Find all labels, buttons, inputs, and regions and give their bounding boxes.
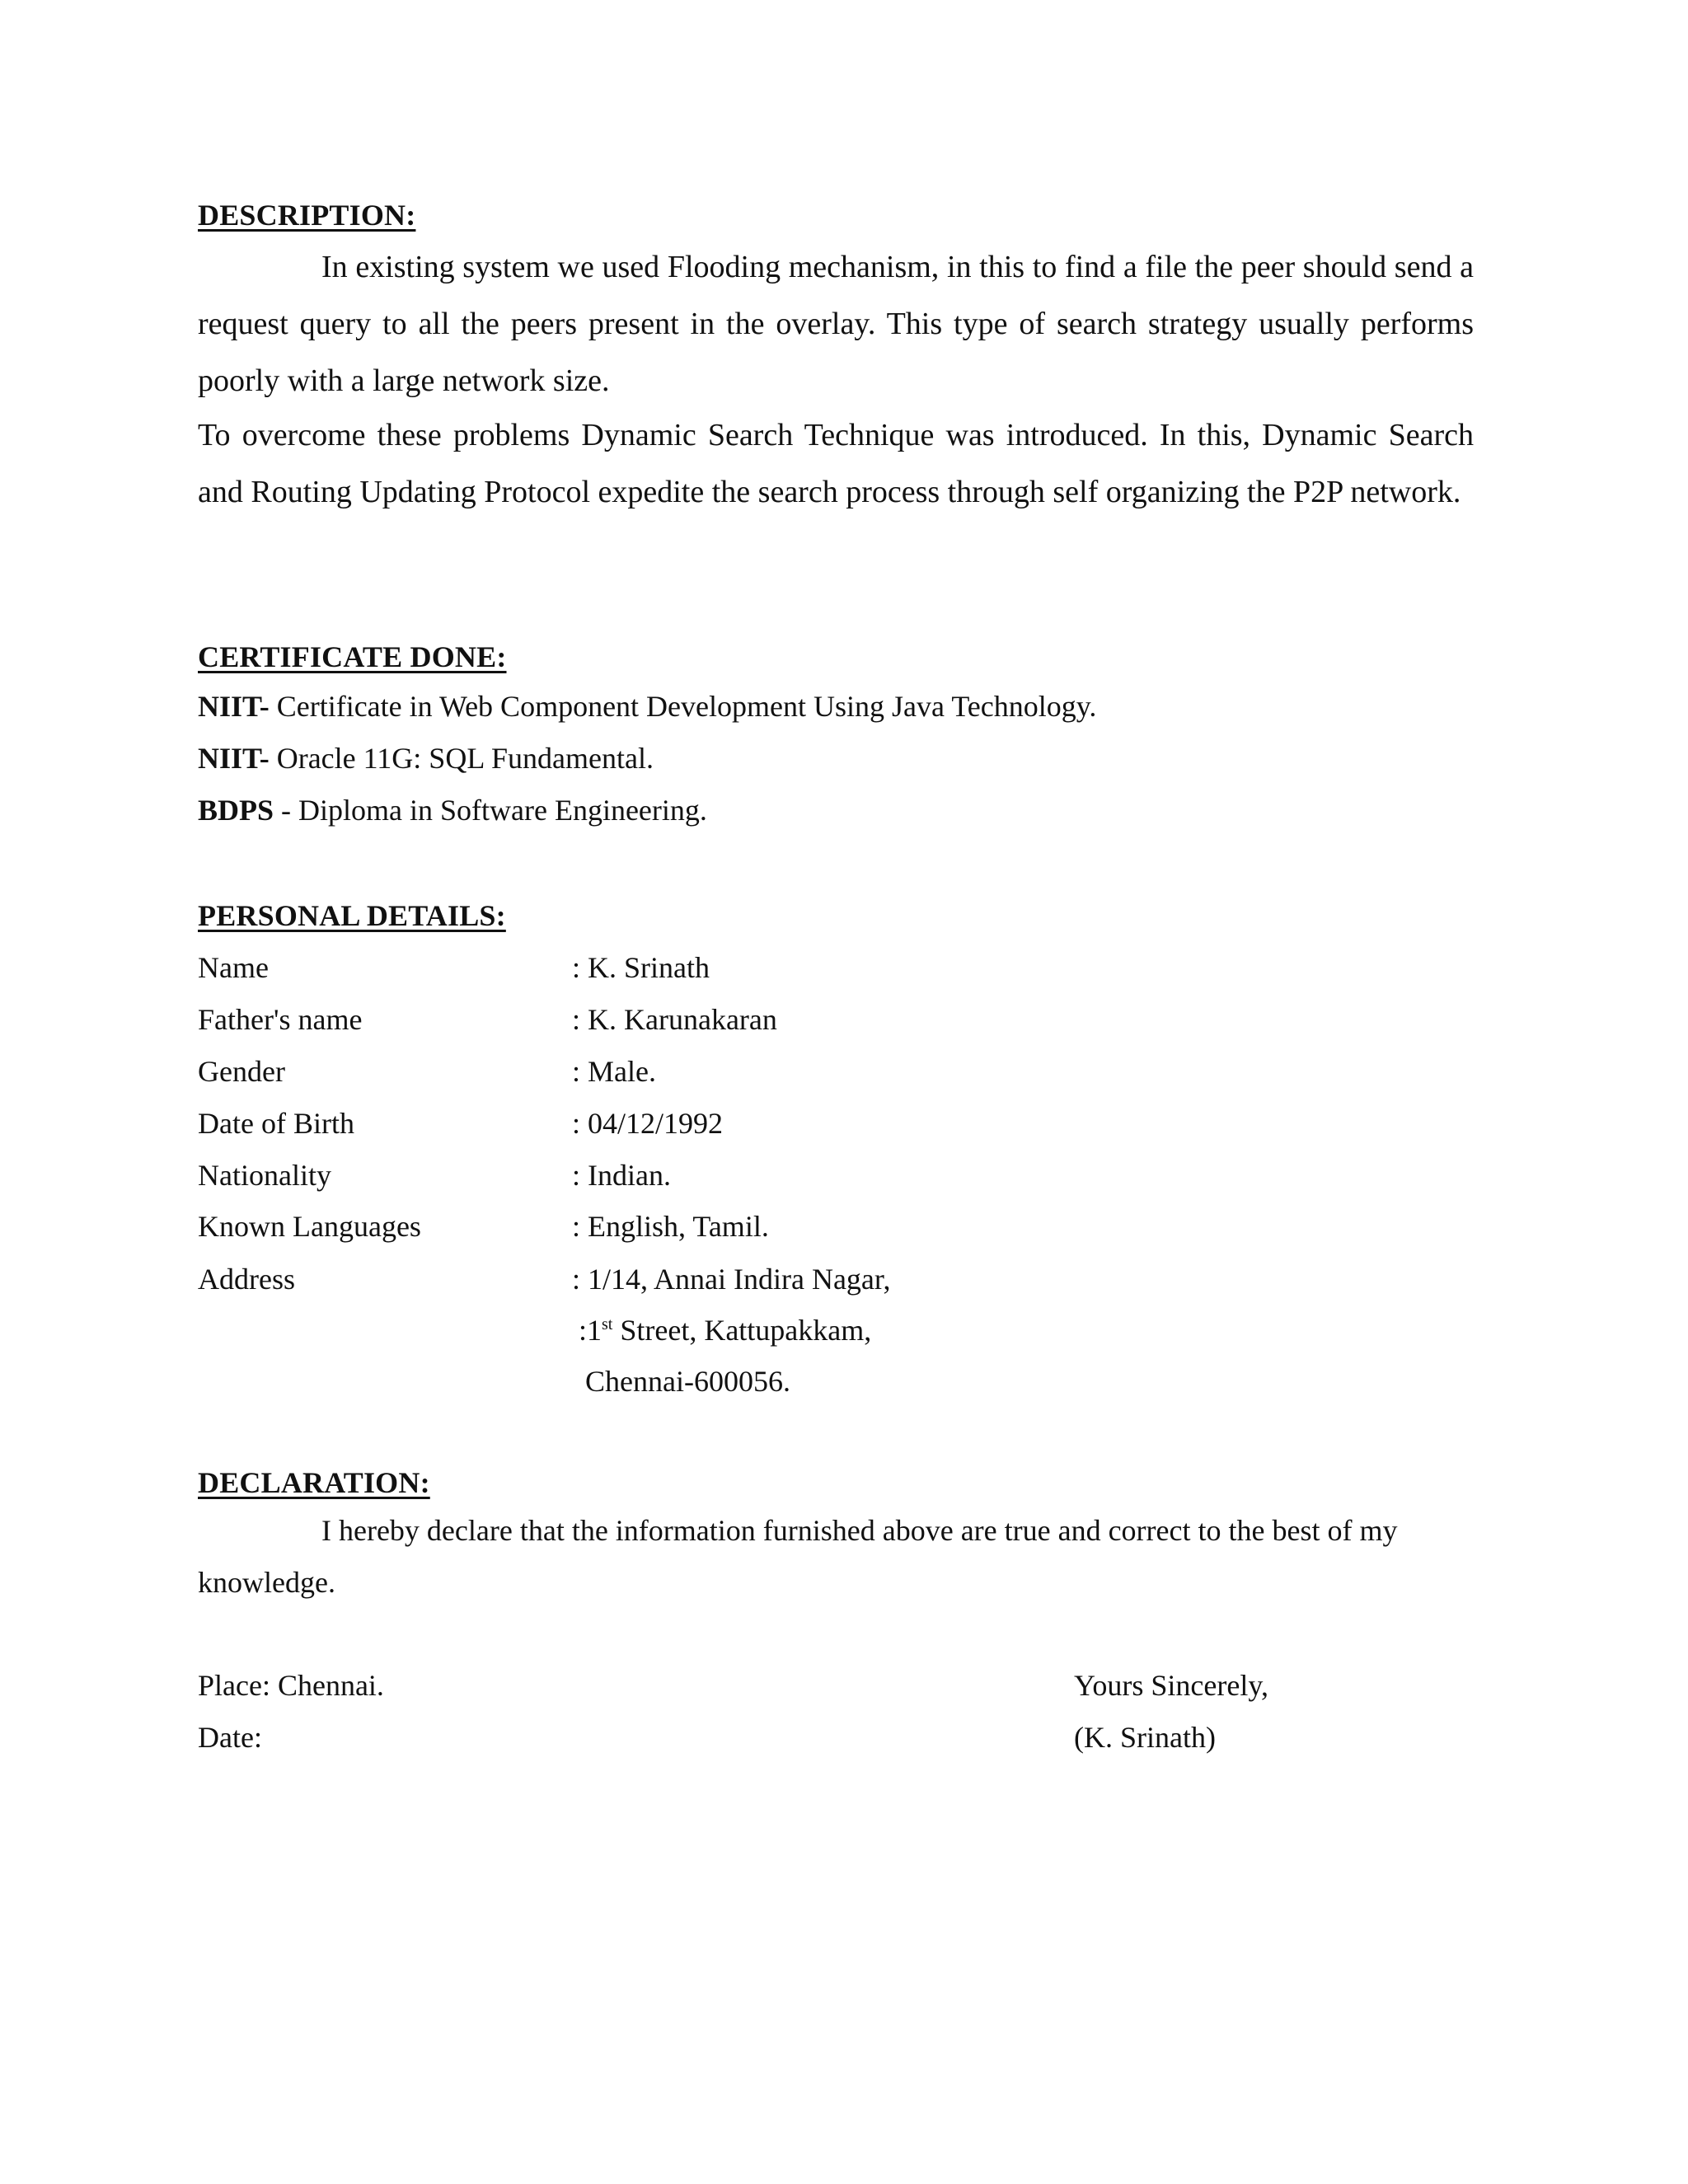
closing: Yours Sincerely,: [1074, 1669, 1269, 1702]
certificate-org: NIIT-: [198, 690, 270, 723]
certificate-text: Oracle 11G: SQL Fundamental.: [269, 742, 654, 775]
declaration-text-body: I hereby declare that the information furnished above are true and correct to the best of my knowledge.: [198, 1514, 1398, 1599]
certificate-org: NIIT-: [198, 742, 270, 775]
certificate-heading: CERTIFICATE DONE:: [198, 640, 507, 673]
personal-value: : Male.: [572, 1055, 656, 1088]
certificate-item: [198, 689, 1096, 724]
personal-label: Father's name: [198, 1003, 363, 1036]
description-paragraph-1: [198, 239, 1474, 410]
personal-label: Nationality: [198, 1159, 331, 1192]
date: Date:: [198, 1721, 262, 1754]
description-paragraph-1-text: In existing system we used Flooding mechanism, in this to find a file the peer should send a request query to all the peers present in the overlay. This type of search strategy usually performs poorly with a large network size.: [198, 250, 1474, 398]
certificate-item: [198, 741, 654, 776]
personal-value: : English, Tamil.: [572, 1210, 769, 1243]
personal-label: Known Languages: [198, 1210, 421, 1243]
personal-value: : K. Karunakaran: [572, 1003, 777, 1036]
personal-details-heading: PERSONAL DETAILS:: [198, 899, 506, 932]
description-paragraph-2: To overcome these problems Dynamic Search Technique was introduced. In this, Dynamic Search and Routing Updating Protocol expedite the search process through self organizing the P2P network.: [198, 418, 1474, 509]
declaration-text: [198, 1505, 1434, 1609]
address-line-2: [579, 1313, 871, 1347]
certificate-item: [198, 793, 707, 827]
certificate-text: Certificate in Web Component Development Using Java Technology.: [269, 690, 1097, 723]
place: Place: Chennai.: [198, 1669, 384, 1702]
personal-label: Address: [198, 1263, 295, 1296]
address-line-3: Chennai-600056.: [585, 1365, 790, 1398]
personal-value: : 04/12/1992: [572, 1107, 724, 1140]
address-line-2-superscript: st: [602, 1315, 613, 1333]
personal-label: Name: [198, 951, 269, 984]
declaration-heading: DECLARATION:: [198, 1466, 430, 1499]
certificate-org: BDPS: [198, 794, 274, 827]
address-line-2-rest: Street, Kattupakkam,: [612, 1314, 872, 1347]
address-line-2-prefix: :1: [579, 1314, 603, 1347]
personal-value: : Indian.: [572, 1159, 671, 1192]
personal-label: Gender: [198, 1055, 285, 1088]
personal-label: Date of Birth: [198, 1107, 354, 1140]
certificate-text: - Diploma in Software Engineering.: [274, 794, 707, 827]
description-heading: DESCRIPTION:: [198, 199, 416, 232]
personal-value: : K. Srinath: [572, 951, 710, 984]
personal-value: : 1/14, Annai Indira Nagar,: [572, 1263, 891, 1296]
signature-name: (K. Srinath): [1074, 1721, 1216, 1754]
